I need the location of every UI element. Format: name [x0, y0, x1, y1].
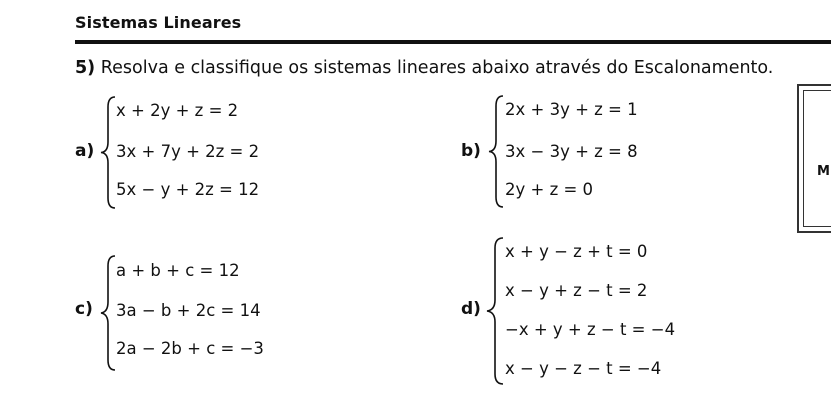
system-a-equation: x + 2y + z = 2 [116, 101, 239, 120]
system-b-label: b) [461, 141, 481, 161]
system-c-label: c) [75, 299, 93, 319]
question-number: 5) [75, 58, 96, 78]
system-b-equation: 3x − 3y + z = 8 [505, 142, 638, 161]
system-c-brace [98, 254, 118, 372]
system-a-equation: 5x − y + 2z = 12 [116, 180, 260, 199]
system-d-equation: x − y − z − t = −4 [505, 359, 662, 378]
side-info-box-inner-border [803, 90, 831, 227]
system-b-equation: 2y + z = 0 [505, 180, 594, 199]
page-heading: Sistemas Lineares [75, 13, 242, 32]
system-c-equation: 2a − 2b + c = −3 [116, 339, 264, 358]
header-divider [75, 40, 831, 44]
system-d-brace [484, 236, 506, 386]
system-a-label: a) [75, 141, 95, 161]
system-d-equation: x − y + z − t = 2 [505, 281, 648, 300]
system-b-brace [486, 94, 506, 209]
system-c-equation: 3a − b + 2c = 14 [116, 301, 261, 320]
side-info-box-text: M [817, 164, 830, 179]
system-d-label: d) [461, 299, 481, 319]
side-info-box [797, 84, 831, 233]
system-a-brace [98, 95, 118, 210]
system-b-equation: 2x + 3y + z = 1 [505, 100, 638, 119]
system-d-equation: −x + y + z − t = −4 [505, 320, 676, 339]
system-c-equation: a + b + c = 12 [116, 261, 240, 280]
question-text: Resolva e classifique os sistemas lineares abaixo através do Escalonamento. [100, 58, 774, 78]
system-a-equation: 3x + 7y + 2z = 2 [116, 142, 260, 161]
system-d-equation: x + y − z + t = 0 [505, 242, 648, 261]
question-prompt [75, 58, 773, 78]
